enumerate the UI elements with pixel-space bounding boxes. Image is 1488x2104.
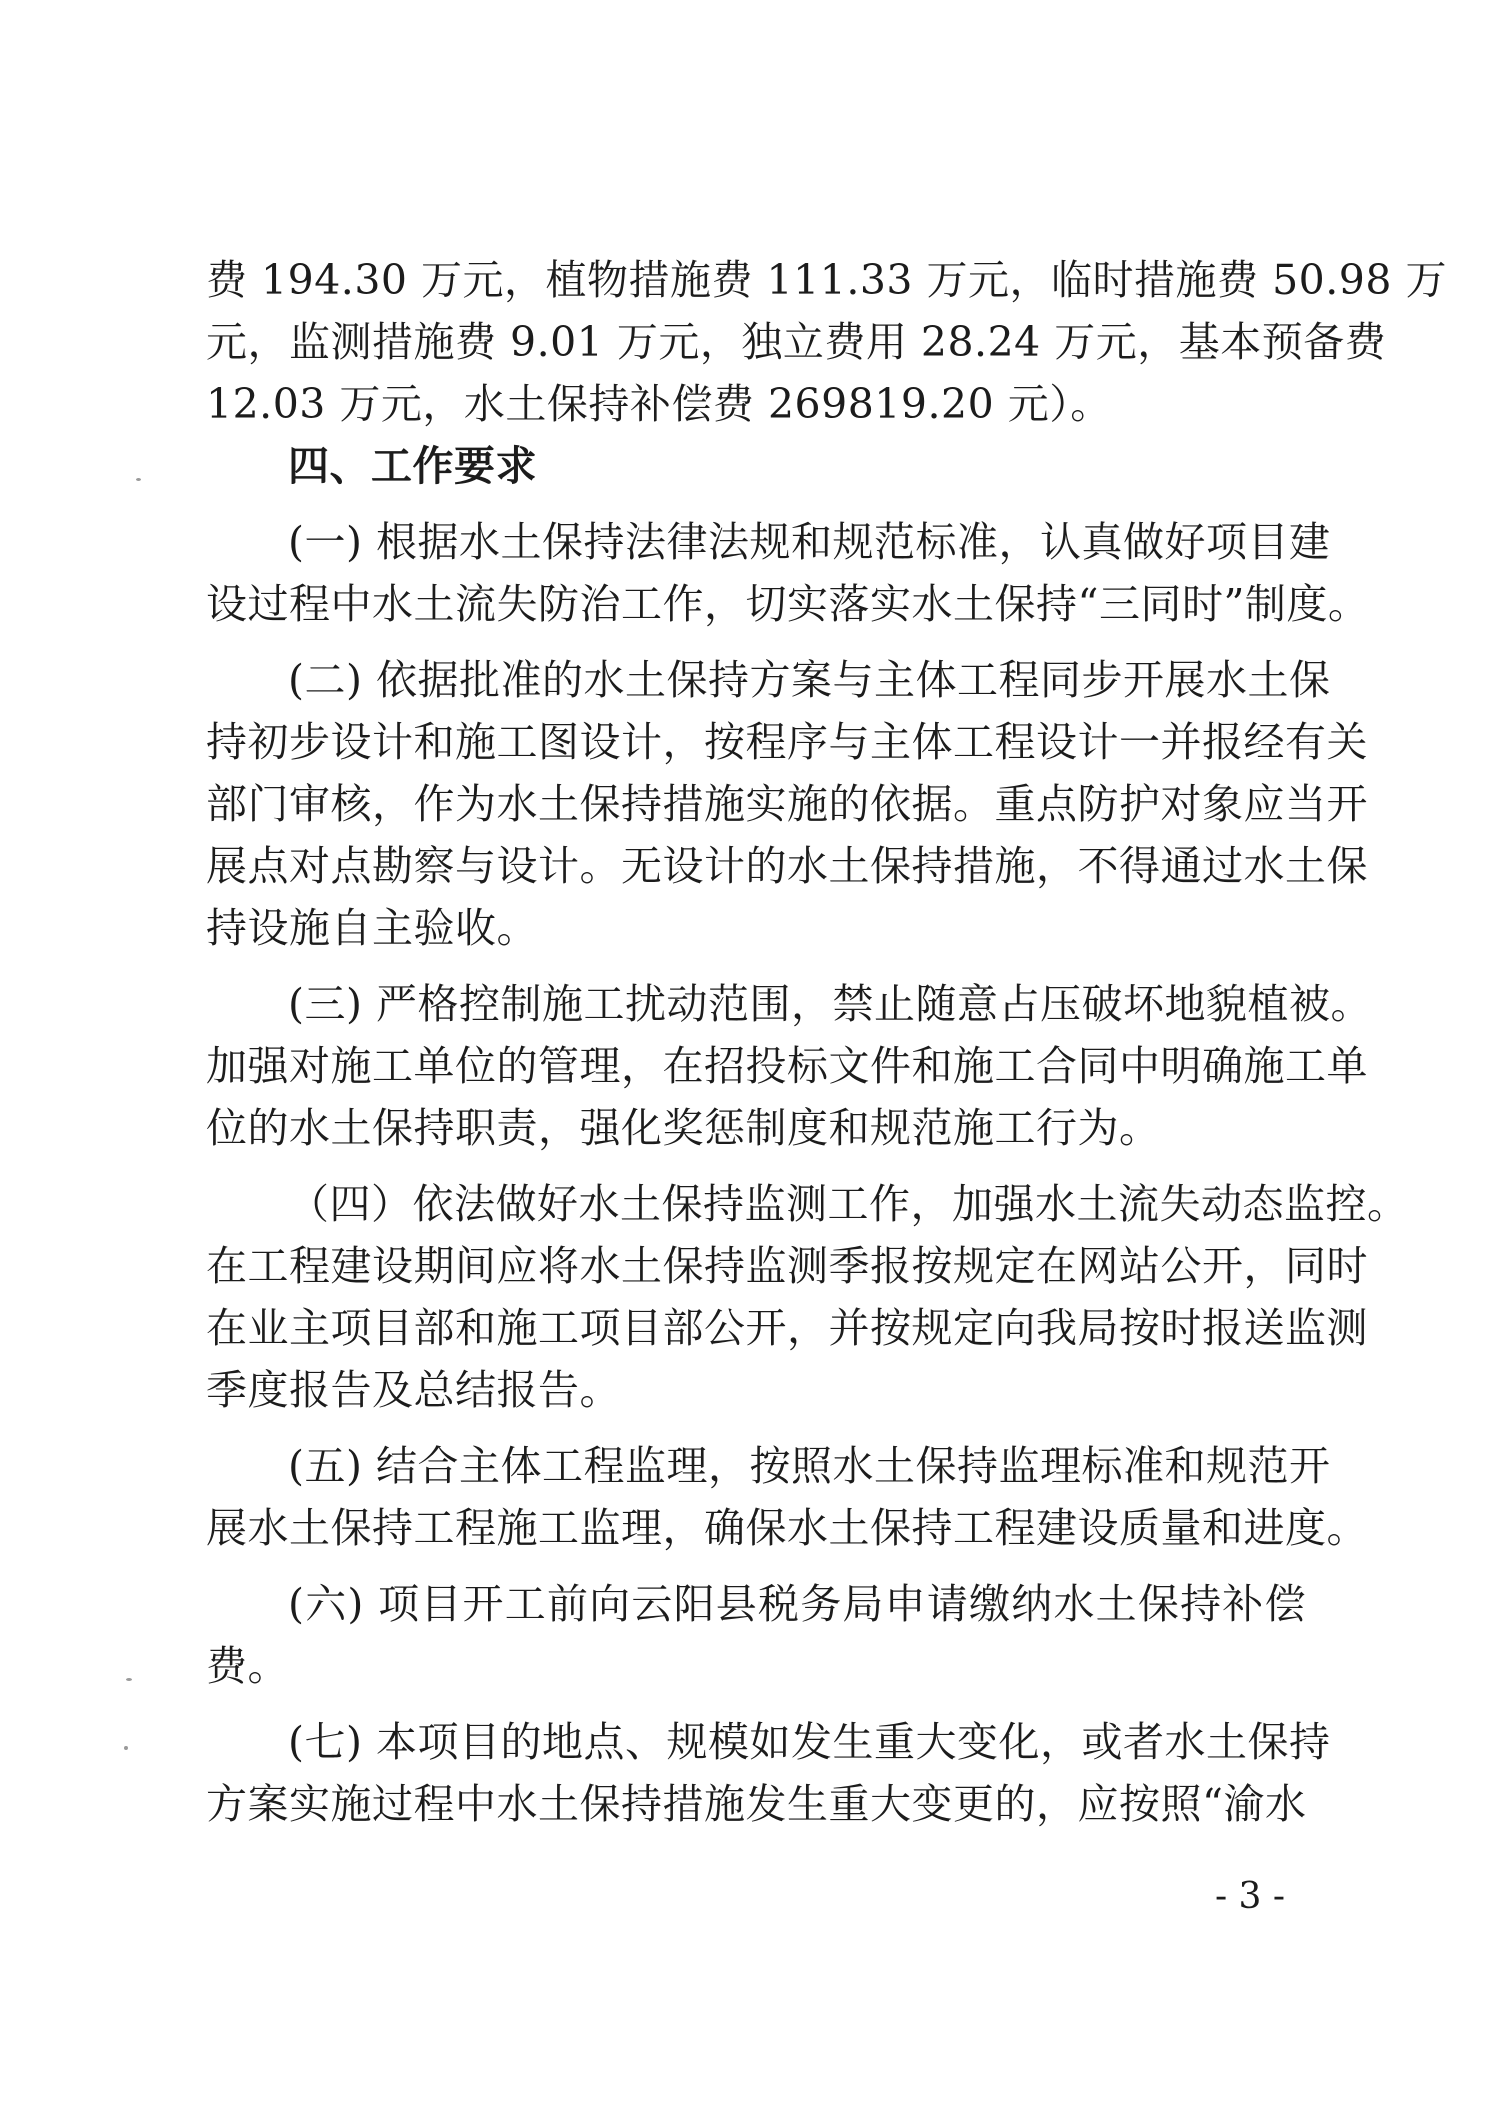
body-text-line: (六) 项目开工前向云阳县税务局申请缴纳水土保持补偿 — [288, 1580, 1306, 1628]
body-text-line: 12.03 万元，水土保持补偿费 269819.20 元）。 — [206, 380, 1112, 428]
scan-speck — [136, 478, 141, 481]
body-text-line: （四）依法做好水土保持监测工作，加强水土流失动态监控。 — [288, 1180, 1409, 1228]
body-text-line: 设过程中水土流失防治工作，切实落实水土保持“三同时”制度。 — [206, 580, 1370, 628]
body-text-line: (五) 结合主体工程监理，按照水土保持监理标准和规范开 — [288, 1442, 1331, 1490]
body-text-line: 费。 — [206, 1642, 289, 1690]
body-text-line: 位的水土保持职责，强化奖惩制度和规范施工行为。 — [206, 1104, 1161, 1152]
scan-speck — [126, 1678, 132, 1681]
body-text-line: 持初步设计和施工图设计，按程序与主体工程设计一并报经有关 — [206, 718, 1368, 766]
page-number: - 3 - — [1214, 1876, 1286, 1917]
scan-speck — [124, 1746, 128, 1750]
body-text-line: (二) 依据批准的水土保持方案与主体工程同步开展水土保 — [288, 656, 1331, 704]
body-text-line: (一) 根据水土保持法律法规和规范标准，认真做好项目建 — [288, 518, 1331, 566]
body-text-line: 季度报告及总结报告。 — [206, 1366, 621, 1414]
body-text-line: 展水土保持工程施工监理，确保水土保持工程建设质量和进度。 — [206, 1504, 1368, 1552]
section-heading: 四、工作要求 — [288, 442, 537, 490]
body-text-line: 方案实施过程中水土保持措施发生重大变更的，应按照“渝水 — [206, 1780, 1307, 1828]
body-text-line: 加强对施工单位的管理，在招投标文件和施工合同中明确施工单 — [206, 1042, 1368, 1090]
body-text-line: (三) 严格控制施工扰动范围，禁止随意占压破坏地貌植被。 — [288, 980, 1373, 1028]
body-text-line: 部门审核，作为水土保持措施实施的依据。重点防护对象应当开 — [206, 780, 1368, 828]
body-text-line: 费 194.30 万元，植物措施费 111.33 万元，临时措施费 50.98 万 — [206, 256, 1447, 304]
body-text-line: 展点对点勘察与设计。无设计的水土保持措施，不得通过水土保 — [206, 842, 1368, 890]
body-text-line: 持设施自主验收。 — [206, 904, 538, 952]
body-text-line: (七) 本项目的地点、规模如发生重大变化，或者水土保持 — [288, 1718, 1331, 1766]
body-text-line: 在工程建设期间应将水土保持监测季报按规定在网站公开，同时 — [206, 1242, 1368, 1290]
body-text-line: 在业主项目部和施工项目部公开，并按规定向我局按时报送监测 — [206, 1304, 1368, 1352]
body-text-line: 元，监测措施费 9.01 万元，独立费用 28.24 万元，基本预备费 — [206, 318, 1387, 366]
